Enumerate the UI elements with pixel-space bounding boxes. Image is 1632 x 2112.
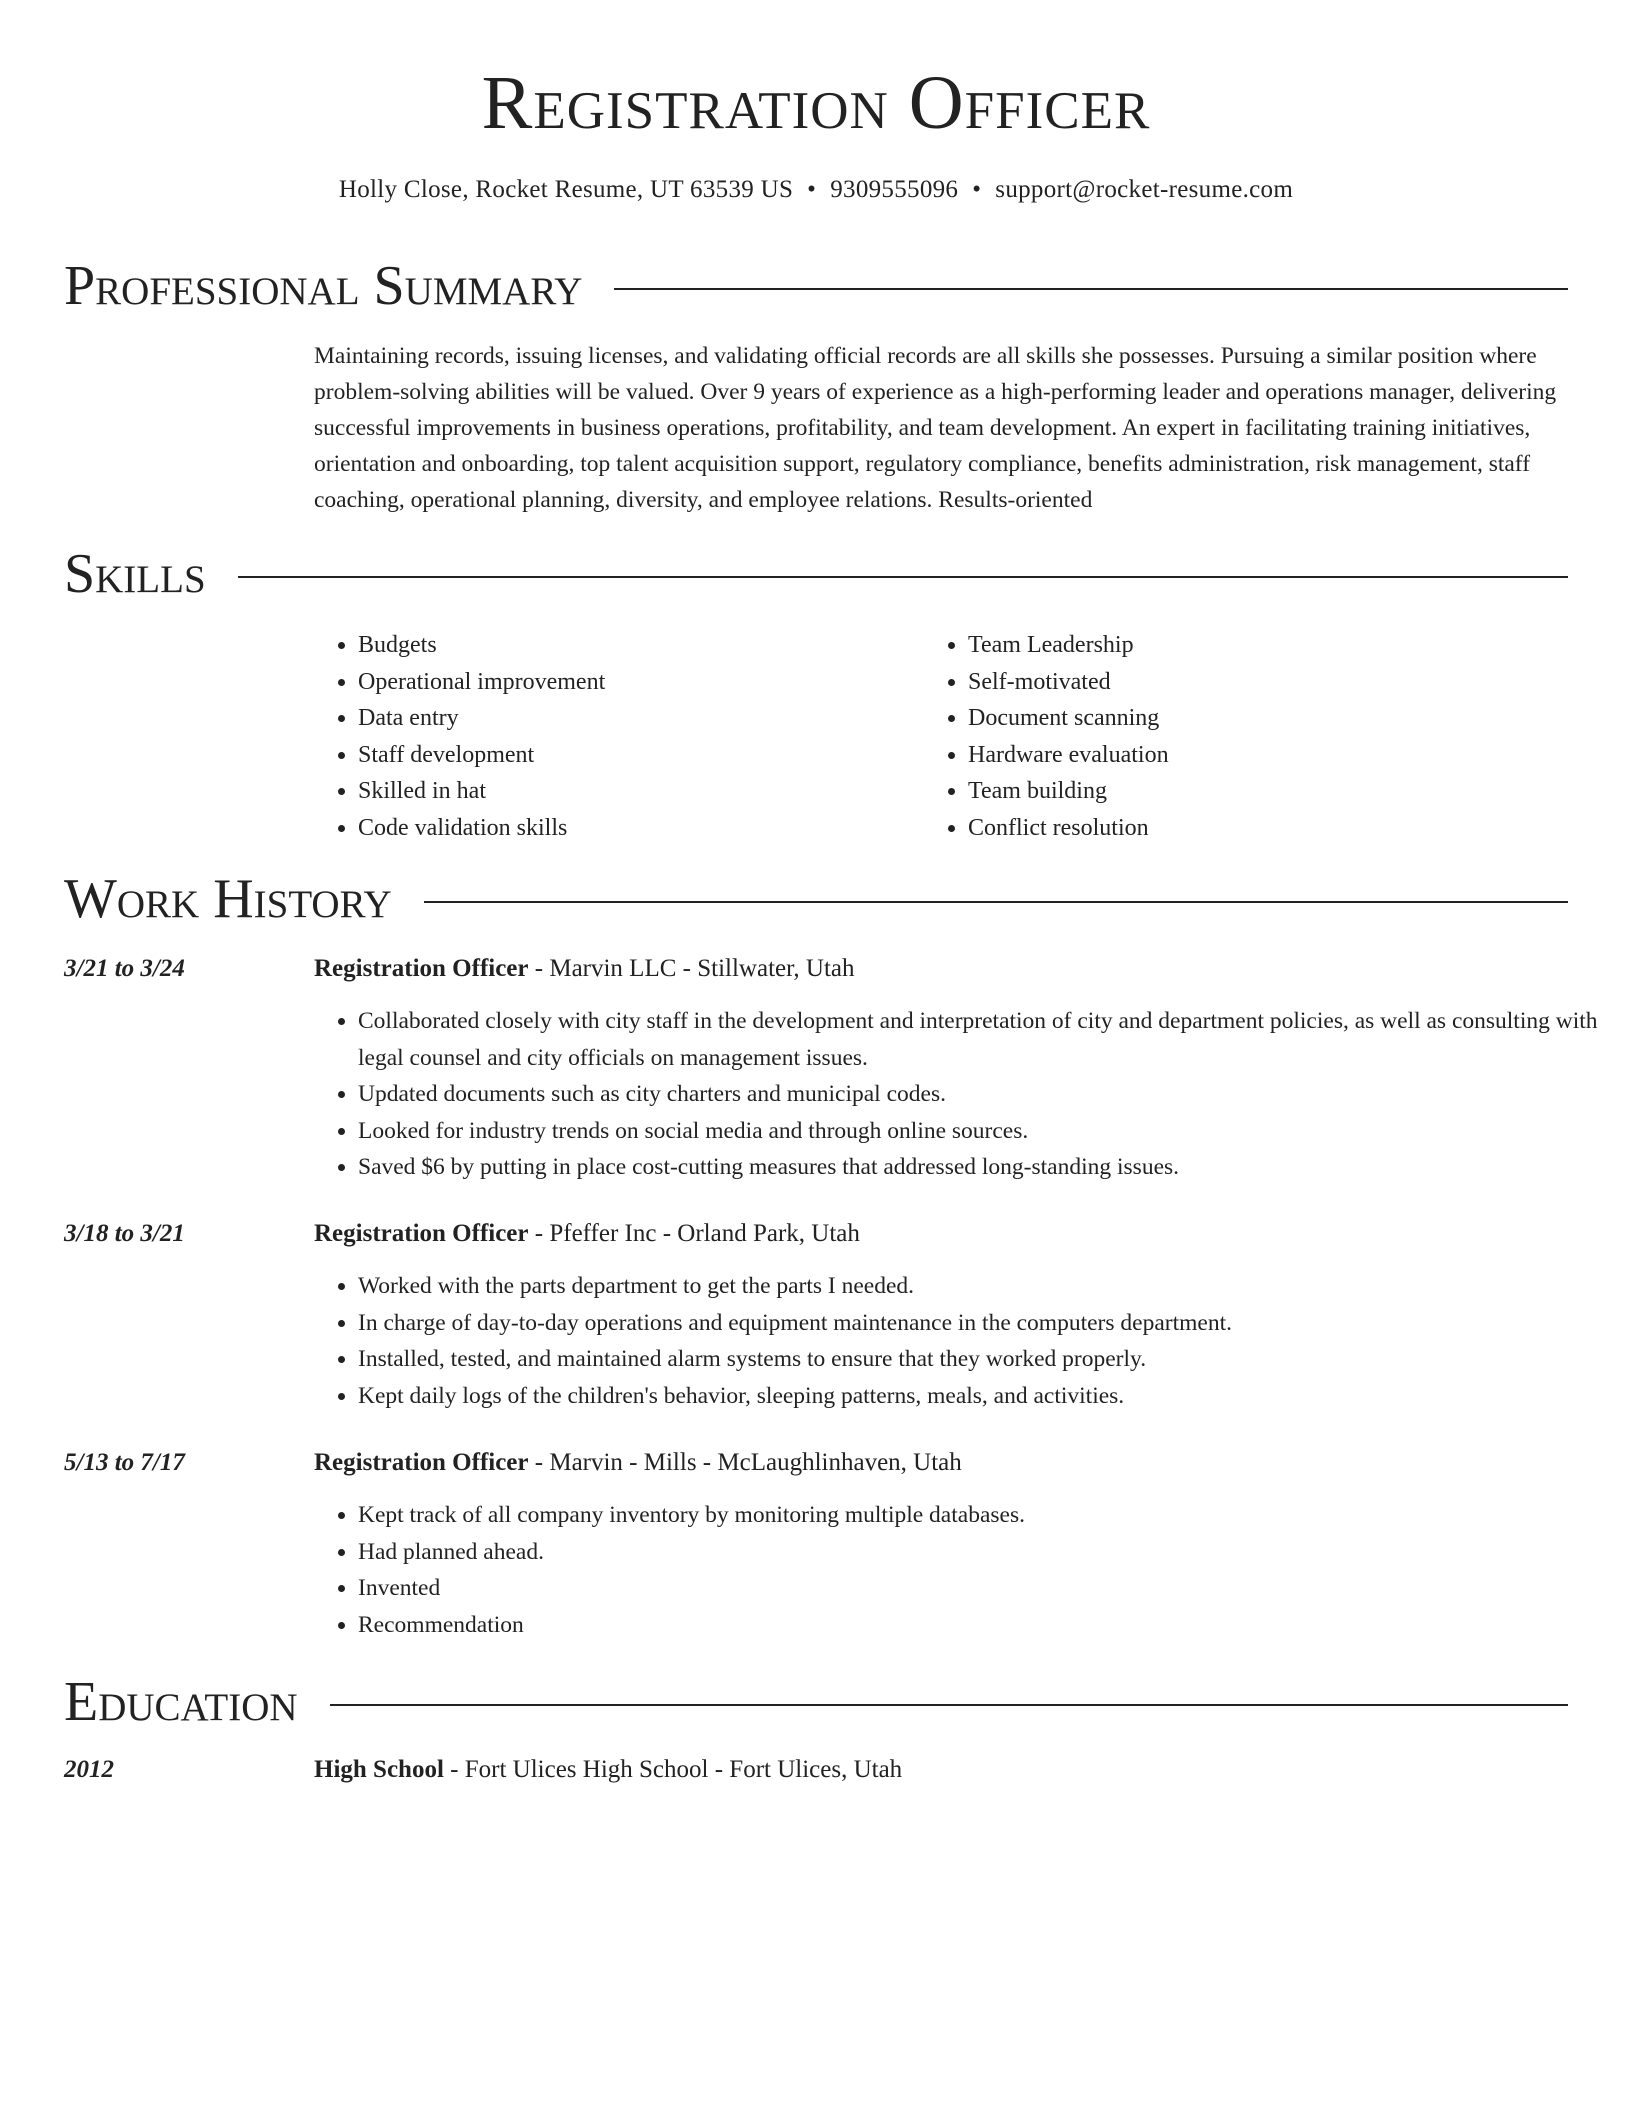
job-dates: 3/18 to 3/21 xyxy=(64,1220,185,1247)
skills-list-left xyxy=(314,627,605,846)
job-heading xyxy=(314,1445,962,1481)
section-divider xyxy=(330,1704,1568,1706)
education-heading: Education xyxy=(64,1671,298,1733)
skills-section-heading xyxy=(64,542,1568,606)
education-section-heading xyxy=(64,1670,1568,1734)
section-divider xyxy=(238,576,1568,578)
job-bullet: • Recommendation xyxy=(358,1607,1628,1644)
skills-list-right xyxy=(924,627,1169,846)
job-bullet: • Had planned ahead. xyxy=(358,1534,1628,1571)
contact-separator: • xyxy=(972,176,982,203)
skill-item: • Team building xyxy=(968,773,1169,810)
skill-item: • Conflict resolution xyxy=(968,810,1169,847)
contact-phone: 9309555096 xyxy=(830,176,959,203)
job-employer: - Pfeffer Inc - Orland Park, Utah xyxy=(528,1220,860,1247)
skill-item: • Document scanning xyxy=(968,700,1169,737)
job-bullet: • Worked with the parts department to get the parts I needed. xyxy=(358,1268,1628,1305)
contact-email: support@rocket-resume.com xyxy=(995,176,1294,203)
skill-item: • Team Leadership xyxy=(968,627,1169,664)
skill-item: • Hardware evaluation xyxy=(968,737,1169,774)
job-heading xyxy=(314,951,855,987)
skill-item: • Self-motivated xyxy=(968,664,1169,701)
job-bullet: • Updated documents such as city charters and municipal codes. xyxy=(358,1076,1628,1113)
job-bullet: • Looked for industry trends on social media and through online sources. xyxy=(358,1113,1628,1150)
contact-separator: • xyxy=(807,176,817,203)
skill-item: • Staff development xyxy=(358,737,605,774)
contact-line xyxy=(64,172,1568,208)
job-title: Registration Officer xyxy=(314,955,529,982)
job-employer: - Marvin - Mills - McLaughlinhaven, Utah xyxy=(528,1449,962,1476)
job-heading xyxy=(314,1216,860,1252)
skills-heading: Skills xyxy=(64,543,206,605)
summary-section-heading xyxy=(64,254,1568,318)
work-section-heading xyxy=(64,867,1568,931)
job-bullet: • Installed, tested, and maintained alarm systems to ensure that they worked properly. xyxy=(358,1341,1628,1378)
summary-text: Maintaining records, issuing licenses, and validating official records are all skills she possesses. Pursuing a similar position where problem-solving abilities will be valued. Over 9 years of experience as a high-performing leader and operations manager, delivering successful improvements in business operations, profitability, and team development. An expert in facilitating training initiatives, orientation and onboarding, top talent acquisition support, regulatory compliance, benefits administration, risk management, staff coaching, operational planning, diversity, and employee relations. Results-oriented xyxy=(314,343,1557,513)
skill-item: • Skilled in hat xyxy=(358,773,605,810)
section-divider xyxy=(424,901,1568,903)
summary-heading: Professional Summary xyxy=(64,255,583,317)
job-dates: 3/21 to 3/24 xyxy=(64,955,185,982)
job-bullet: • Kept track of all company inventory by monitoring multiple databases. xyxy=(358,1497,1628,1534)
job-bullet: • Kept daily logs of the children's behavior, sleeping patterns, meals, and activities. xyxy=(358,1378,1628,1415)
work-heading: Work History xyxy=(64,868,392,930)
job-title: Registration Officer xyxy=(314,1220,529,1247)
job-bullet: • Saved $6 by putting in place cost-cutting measures that addressed long-standing issues. xyxy=(358,1149,1628,1186)
job-bullet: • Invented xyxy=(358,1570,1628,1607)
job-dates: 5/13 to 7/17 xyxy=(64,1449,185,1476)
skill-item: • Budgets xyxy=(358,627,605,664)
candidate-name: Registration Officer xyxy=(481,61,1151,145)
job-bullet: • Collaborated closely with city staff in the development and interpretation of city and department policies, as well as consulting with legal counsel and city officials on management issues. xyxy=(358,1003,1628,1076)
education-year: 2012 xyxy=(64,1756,114,1783)
education-heading-line xyxy=(314,1752,902,1788)
job-employer: - Marvin LLC - Stillwater, Utah xyxy=(528,955,855,982)
education-degree: High School xyxy=(314,1756,444,1783)
contact-address: Holly Close, Rocket Resume, UT 63539 US xyxy=(338,176,794,203)
skill-item: • Code validation skills xyxy=(358,810,605,847)
skill-item: • Operational improvement xyxy=(358,664,605,701)
job-bullets xyxy=(314,1268,1628,1414)
skill-item: • Data entry xyxy=(358,700,605,737)
job-bullets xyxy=(314,1497,1628,1643)
job-title: Registration Officer xyxy=(314,1449,529,1476)
job-bullets xyxy=(314,1003,1628,1186)
job-bullet: • In charge of day-to-day operations and equipment maintenance in the computers department. xyxy=(358,1305,1628,1342)
education-school: - Fort Ulices High School - Fort Ulices, Utah xyxy=(443,1756,903,1783)
section-divider xyxy=(614,288,1568,290)
